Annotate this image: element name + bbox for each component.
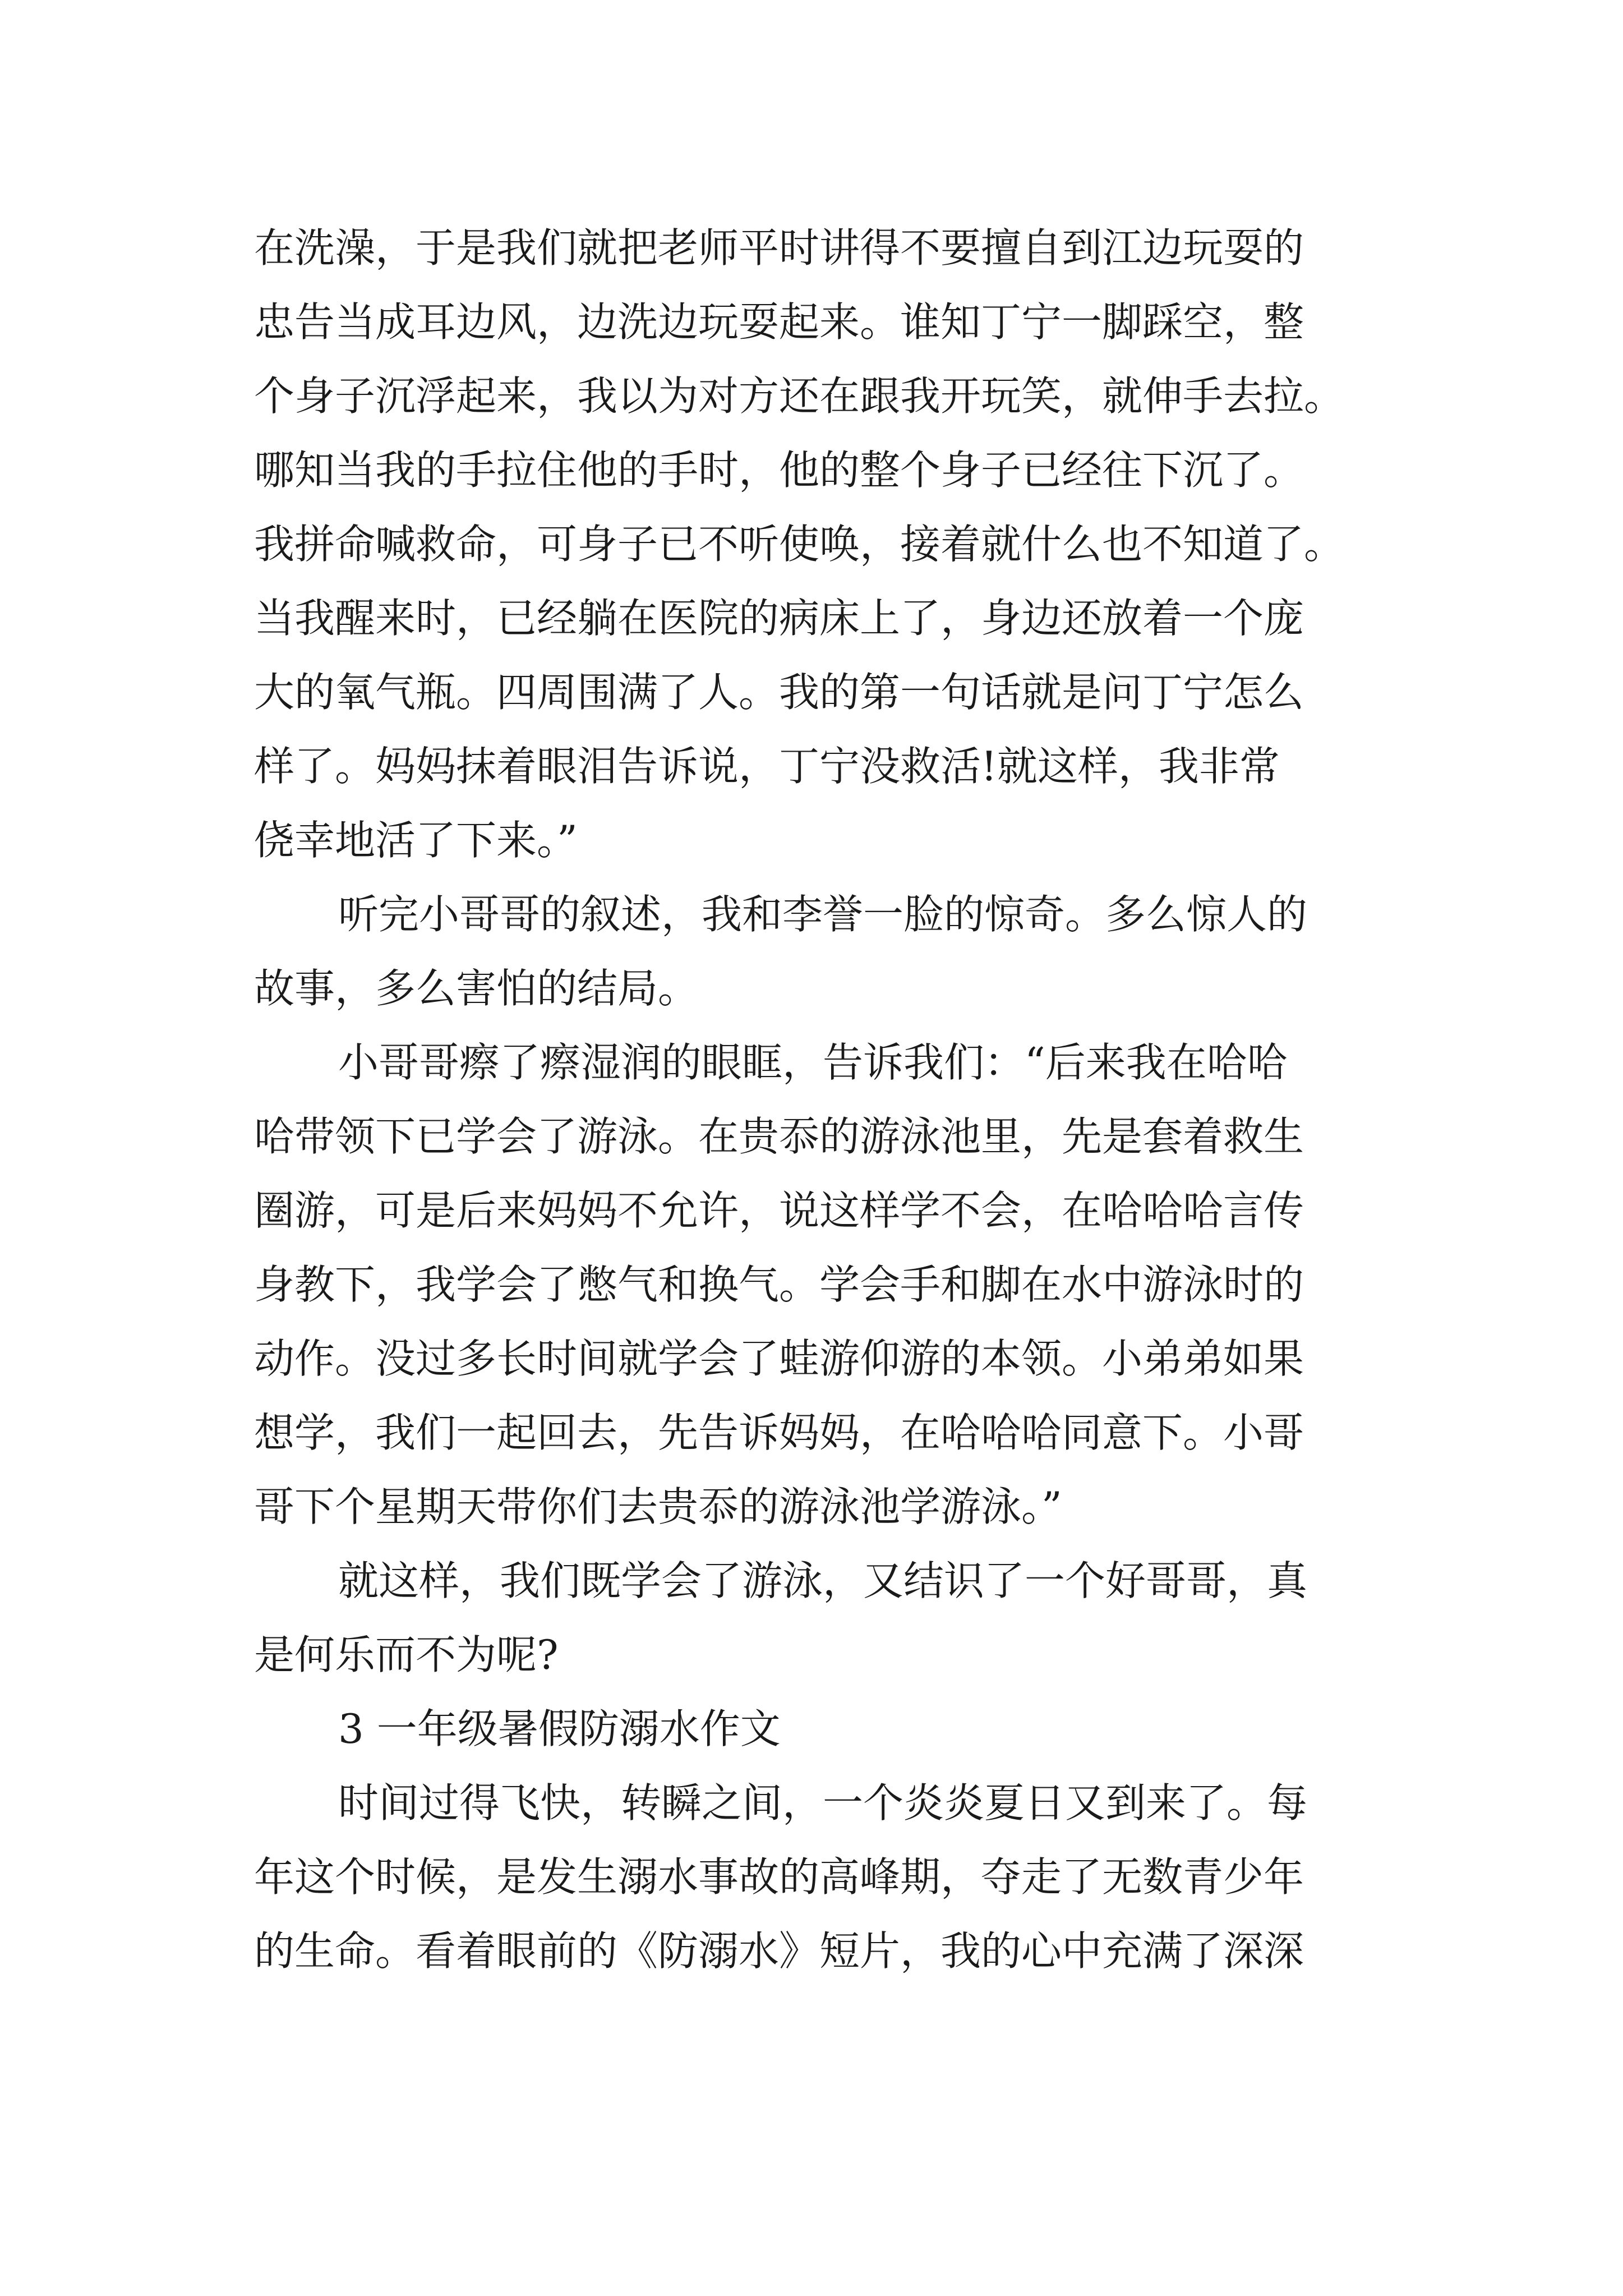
- text-line: 哈带领下已学会了游泳。在贵忝的游泳池里，先是套着救生: [254, 1113, 1304, 1160]
- text-line: 身教下，我学会了憋气和换气。学会手和脚在水中游泳时的: [254, 1261, 1304, 1308]
- text-line: 3 一年级暑假防溺水作文: [338, 1705, 781, 1752]
- text-line: 我拼命喊救命，可身子已不听使唤，接着就什么也不知道了。: [254, 521, 1345, 568]
- text-line: 是何乐而不为呢?: [254, 1631, 559, 1678]
- text-line: 动作。没过多长时间就学会了蛙游仰游的本领。小弟弟如果: [254, 1335, 1304, 1382]
- text-line: 侥幸地活了下来。”: [254, 817, 578, 864]
- text-line: 的生命。看着眼前的《防溺水》短片，我的心中充满了深深: [254, 1927, 1304, 1975]
- document-body: [254, 211, 1398, 1988]
- text-line: 年这个时候，是发生溺水事故的高峰期，夺走了无数青少年: [254, 1853, 1304, 1901]
- text-line: 听完小哥哥的叙述，我和李誉一脸的惊奇。多么惊人的: [338, 891, 1308, 938]
- text-line: 样了。妈妈抹着眼泪告诉说，丁宁没救活!就这样，我非常: [254, 743, 1280, 790]
- text-line: 时间过得飞快，转瞬之间，一个炎炎夏日又到来了。每: [338, 1779, 1308, 1826]
- text-line: 哥下个星期天带你们去贵忝的游泳池学游泳。”: [254, 1483, 1062, 1530]
- text-line: 哪知当我的手拉住他的手时，他的整个身子已经往下沉了。: [254, 447, 1304, 494]
- text-line: 小哥哥瘵了瘵湿润的眼眶，告诉我们：“后来我在哈哈: [338, 1039, 1288, 1086]
- text-line: 圈游，可是后来妈妈不允许，说这样学不会，在哈哈哈言传: [254, 1187, 1304, 1234]
- text-line: 当我醒来时，已经躺在医院的病床上了，身边还放着一个庞: [254, 595, 1304, 642]
- text-line: 在洗澡，于是我们就把老师平时讲得不要擅自到江边玩耍的: [254, 224, 1304, 272]
- text-line: 想学，我们一起回去，先告诉妈妈，在哈哈哈同意下。小哥: [254, 1409, 1304, 1456]
- text-line: 就这样，我们既学会了游泳，又结识了一个好哥哥，真: [338, 1557, 1308, 1604]
- text-line: 故事，多么害怕的结局。: [254, 965, 699, 1012]
- text-line: 大的氧气瓶。四周围满了人。我的第一句话就是问丁宁怎么: [254, 669, 1304, 716]
- text-line: 个身子沉浮起来，我以为对方还在跟我开玩笑，就伸手去拉。: [254, 372, 1345, 420]
- text-line: 忠告当成耳边风，边洗边玩耍起来。谁知丁宁一脚踩空，整: [254, 298, 1304, 346]
